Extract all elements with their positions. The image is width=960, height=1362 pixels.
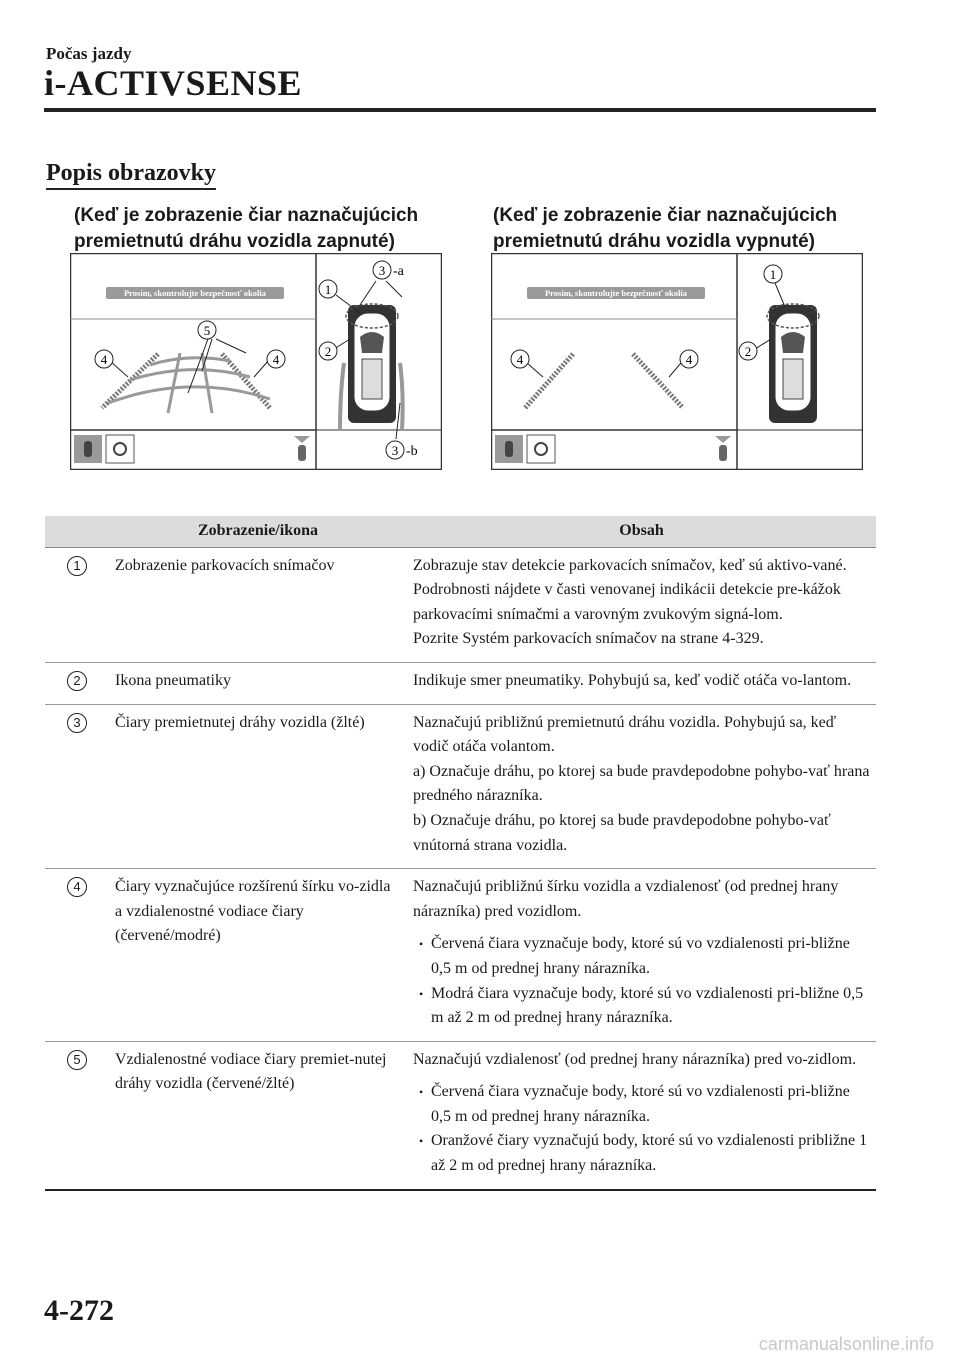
bullet-item: • Modrá čiara vyznačuje body, ktoré sú vo vzdialenosti pri-bližne 0,5 m až 2 m od prednej hrany nárazníka. (413, 982, 870, 1031)
svg-text:1: 1 (769, 267, 777, 282)
number-badge: 4 (67, 877, 87, 897)
svg-text:2: 2 (744, 344, 752, 359)
content-paragraph: b) Označuje dráhu, po ktorej sa bude pravdepodobne pohybo-vať vnútorná strana vozidla. (413, 811, 831, 854)
number-badge: 1 (67, 556, 87, 576)
row-content (407, 869, 876, 1042)
callout-4-left (511, 350, 529, 368)
content-paragraph: Indikuje smer pneumatiky. Pohybujú sa, keď vodič otáča vo-lantom. (413, 671, 852, 689)
table-row (45, 1041, 876, 1189)
svg-text:5: 5 (203, 323, 211, 338)
table-header-item: Zobrazenie/ikona (109, 516, 407, 547)
content-paragraph: Naznačujú približnú šírku vozidla a vzdialenosť (od prednej hrany nárazníka) pred vozidlom. (413, 878, 839, 920)
number-badge: 3 (67, 713, 87, 733)
svg-text:4: 4 (685, 352, 693, 367)
svg-text:-b: -b (406, 444, 418, 459)
callout-4-right (267, 350, 285, 368)
content-paragraph: a) Označuje dráhu, po ktorej sa bude pravdepodobne pohybo-vať hrana predného nárazníka. (413, 762, 870, 805)
row-number (45, 662, 109, 704)
bullet-item: • Oranžové čiary vyznačujú body, ktoré sú vo vzdialenosti približne 1 až 2 m od prednej hrany nárazníka. (413, 1129, 870, 1178)
camera-screen-diagram-lines-on (70, 253, 442, 475)
page-number: 4-272 (44, 1294, 114, 1327)
content-paragraph: Naznačujú vzdialenosť (od prednej hrany nárazníka) pred vo-zidlom. (413, 1050, 857, 1068)
row-item: Čiary vyznačujúce rozšírenú šírku vo-zidla a vzdialenostné vodiace čiary (červené/modré) (109, 869, 407, 1042)
warning-banner-text: Prosím, skontrolujte bezpečnosť okolia (123, 288, 267, 298)
figure-caption-lines-on: (Keď je zobrazenie čiar naznačujúcich premietnutú dráhu vozidla zapnuté) (74, 205, 419, 252)
callout-2 (319, 342, 337, 360)
svg-text:3: 3 (378, 263, 386, 278)
callout-2 (739, 342, 757, 360)
figure-caption-lines-off: (Keď je zobrazenie čiar naznačujúcich premietnutú dráhu vozidla vypnuté) (493, 205, 838, 252)
display-icon-table (45, 516, 876, 1191)
callout-1 (319, 280, 337, 298)
camera-screen-svg-1 (70, 253, 442, 470)
callout-4-left (95, 350, 113, 368)
content-paragraph: Pozrite Systém parkovacích snímačov na strane 4-329. (413, 630, 764, 648)
callout-3b (386, 441, 418, 459)
table-row (45, 662, 876, 704)
row-content (407, 704, 876, 869)
running-header: Počas jazdy (46, 44, 132, 63)
table-row (45, 547, 876, 662)
warning-banner-text: Prosím, skontrolujte bezpečnosť okolia (544, 288, 688, 298)
row-item: Čiary premietnutej dráhy vozidla (žlté) (109, 704, 407, 869)
bullet-item: • Červená čiara vyznačuje body, ktoré sú vo vzdialenosti pri-bližne 0,5 m od prednej hrany nárazníka. (413, 1080, 870, 1129)
row-item: Vzdialenostné vodiace čiary premiet-nutej dráhy vozidla (červené/žlté) (109, 1041, 407, 1189)
number-badge: 2 (67, 671, 87, 691)
table-header-num (45, 516, 109, 547)
svg-text:4: 4 (272, 352, 280, 367)
number-badge: 5 (67, 1050, 87, 1070)
header-rule (44, 108, 876, 112)
watermark: carmanualsonline.info (758, 1334, 934, 1354)
row-number (45, 547, 109, 662)
car-top-icon (84, 441, 92, 457)
row-number (45, 1041, 109, 1189)
car-top-icon (505, 441, 513, 457)
svg-text:-a: -a (393, 264, 404, 279)
row-content (407, 662, 876, 704)
car-sensor-icon (298, 445, 306, 461)
content-paragraph: Podrobnosti nájdete v časti venovanej indikácii detekcie pre-kážok parkovacími snímačmi a varovným zvukovým signá-lom. (413, 581, 841, 623)
callout-3a (373, 261, 405, 279)
row-content (407, 547, 876, 662)
chapter-title: i-ACTIVSENSE (44, 63, 303, 103)
svg-text:2: 2 (324, 344, 332, 359)
svg-text:3: 3 (391, 443, 399, 458)
settings-icon-button (106, 435, 134, 463)
row-content (407, 1041, 876, 1189)
bullet-list (413, 932, 870, 1030)
car-sensor-icon (719, 445, 727, 461)
row-item: Ikona pneumatiky (109, 662, 407, 704)
row-number (45, 869, 109, 1042)
bullet-list (413, 1080, 870, 1178)
content-paragraph: Naznačujú približnú premietnutú dráhu vozidla. Pohybujú sa, keď vodič otáča volantom. (413, 713, 837, 756)
table-row (45, 704, 876, 869)
table-header-content: Obsah (407, 516, 876, 547)
row-item: Zobrazenie parkovacích snímačov (109, 547, 407, 662)
section-title: Popis obrazovky (46, 160, 216, 190)
bullet-item: • Červená čiara vyznačuje body, ktoré sú vo vzdialenosti pri-bližne 0,5 m od prednej hrany nárazníka. (413, 932, 870, 981)
callout-5 (198, 321, 216, 339)
camera-screen-svg-2 (491, 253, 863, 470)
svg-text:1: 1 (324, 282, 332, 297)
callout-1 (764, 265, 782, 283)
settings-icon-button (527, 435, 555, 463)
callout-4-right (680, 350, 698, 368)
row-number (45, 704, 109, 869)
content-paragraph: Zobrazuje stav detekcie parkovacích snímačov, keď sú aktivo-vané. (413, 556, 847, 574)
svg-text:4: 4 (516, 352, 524, 367)
camera-screen-diagram-lines-off (491, 253, 863, 475)
svg-text:4: 4 (100, 352, 108, 367)
table-row (45, 869, 876, 1042)
table-header-row (45, 516, 876, 547)
